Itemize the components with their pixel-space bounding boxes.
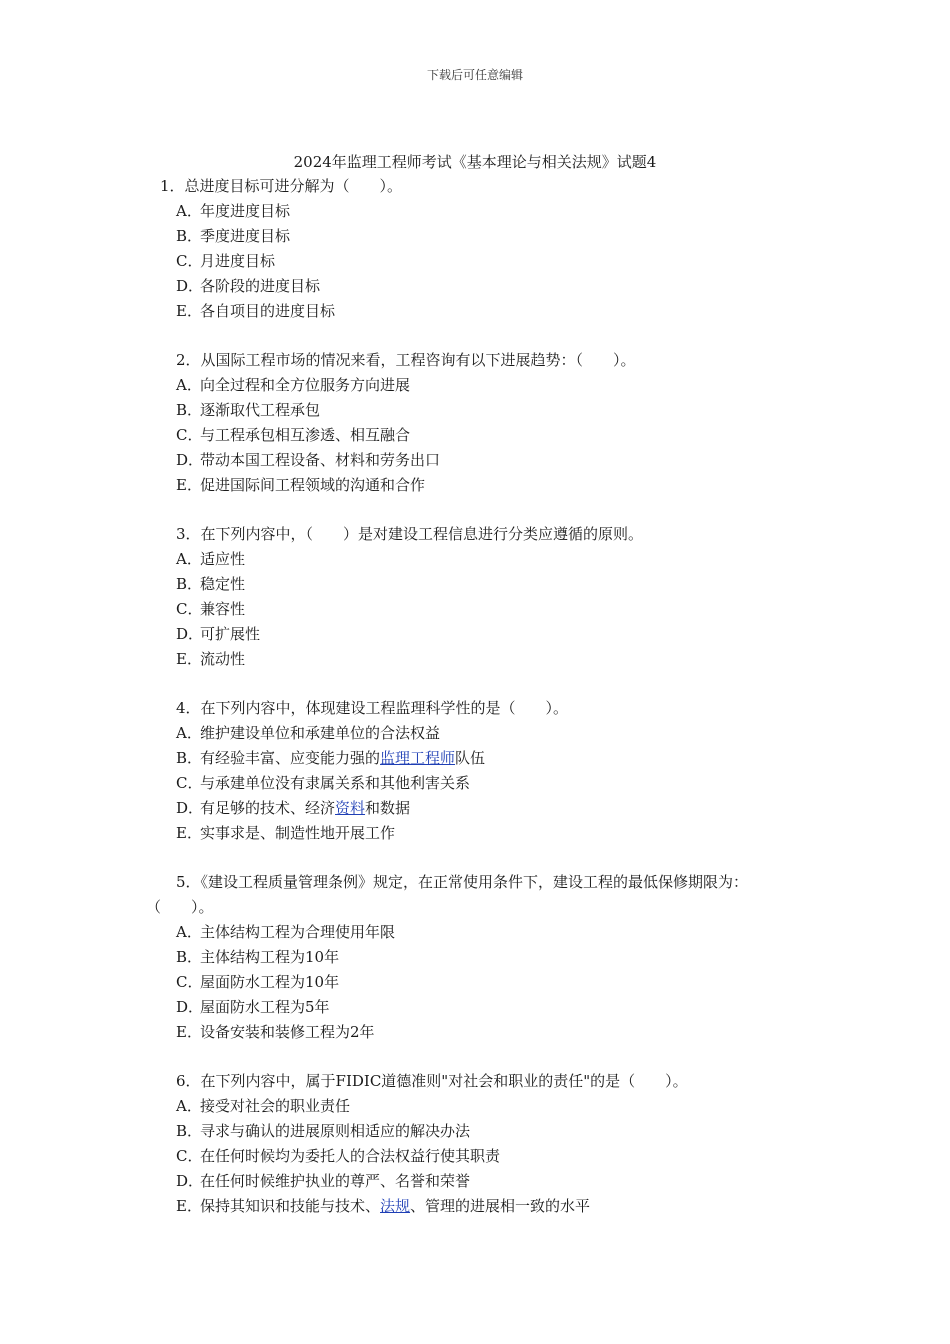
question-list <box>0 174 950 1243</box>
question-4 <box>0 696 950 846</box>
option-letter: D． <box>176 625 204 643</box>
option-c <box>0 1144 950 1169</box>
option-letter: E． <box>176 824 202 842</box>
option-e <box>0 1194 950 1219</box>
option-letter: C． <box>176 252 203 270</box>
option-e <box>0 647 950 672</box>
option-letter: A． <box>176 724 202 742</box>
option-text: 月进度目标 <box>200 252 276 270</box>
question-stem: 1．总进度目标可进分解为（ ）。 <box>160 177 403 195</box>
option-letter: B． <box>176 227 203 245</box>
option-a <box>0 373 950 398</box>
option-text: 寻求与确认的进展原则相适应的解决办法 <box>200 1122 471 1140</box>
option-letter: A． <box>176 550 202 568</box>
option-text-after-link: 和数据 <box>365 799 411 817</box>
option-e <box>0 821 950 846</box>
option-text: 带动本国工程设备、材料和劳务出口 <box>200 451 441 469</box>
option-text: 稳定性 <box>200 575 246 593</box>
option-text: 屋面防水工程为5年 <box>200 998 330 1016</box>
option-c <box>0 249 950 274</box>
option-letter: B． <box>176 749 203 767</box>
option-text: 接受对社会的职业责任 <box>200 1097 351 1115</box>
option-c <box>0 423 950 448</box>
option-letter: C． <box>176 774 203 792</box>
option-b <box>0 398 950 423</box>
option-text: 逐渐取代工程承包 <box>200 401 321 419</box>
option-text-after-link: 队伍 <box>455 749 486 767</box>
option-letter: C． <box>176 600 203 618</box>
option-a <box>0 920 950 945</box>
question-stem: 4．在下列内容中，体现建设工程监理科学性的是（ ）。 <box>176 699 569 717</box>
option-a <box>0 547 950 572</box>
option-letter: A． <box>176 923 202 941</box>
option-list <box>0 373 950 498</box>
question-3 <box>0 522 950 672</box>
option-e <box>0 473 950 498</box>
option-list <box>0 547 950 672</box>
option-list <box>0 1094 950 1219</box>
option-text: 屋面防水工程为10年 <box>200 973 340 991</box>
option-text: 向全过程和全方位服务方向进展 <box>200 376 411 394</box>
question-1 <box>0 174 950 324</box>
option-letter: B． <box>176 948 203 966</box>
option-d <box>0 1169 950 1194</box>
option-text-before-link: 有经验丰富、应变能力强的 <box>200 749 381 767</box>
option-letter: B． <box>176 1122 203 1140</box>
option-b <box>0 746 950 771</box>
option-letter: C． <box>176 426 203 444</box>
option-d <box>0 622 950 647</box>
option-text-before-link: 有足够的技术、经济 <box>200 799 336 817</box>
question-2 <box>0 348 950 498</box>
option-d <box>0 274 950 299</box>
option-text: 主体结构工程为合理使用年限 <box>200 923 396 941</box>
option-letter: C． <box>176 1147 203 1165</box>
option-text: 实事求是、制造性地开展工作 <box>200 824 396 842</box>
option-letter: B． <box>176 401 203 419</box>
option-d <box>0 796 950 821</box>
option-b <box>0 224 950 249</box>
option-text: 年度进度目标 <box>200 202 291 220</box>
materials-link[interactable]: 资料 <box>335 799 366 817</box>
option-letter: E． <box>176 650 202 668</box>
option-text: 各自项目的进度目标 <box>200 302 336 320</box>
option-letter: E． <box>176 1023 202 1041</box>
option-text: 与承建单位没有隶属关系和其他利害关系 <box>200 774 471 792</box>
download-note: 下载后可任意编辑 <box>426 68 523 82</box>
option-letter: A． <box>176 376 202 394</box>
supervising-engineer-link[interactable]: 监理工程师 <box>380 749 456 767</box>
option-letter: D． <box>176 1172 204 1190</box>
option-e <box>0 1020 950 1045</box>
page-title: 2024年监理工程师考试《基本理论与相关法规》试题4 <box>293 153 657 171</box>
option-a <box>0 1094 950 1119</box>
option-letter: D． <box>176 799 204 817</box>
option-text: 设备安装和装修工程为2年 <box>200 1023 375 1041</box>
option-e <box>0 299 950 324</box>
option-text-after-link: 、管理的进展相一致的水平 <box>410 1197 591 1215</box>
question-stem: 3．在下列内容中，（ ）是对建设工程信息进行分类应遵循的原则。 <box>176 525 644 543</box>
option-letter: A． <box>176 202 202 220</box>
question-6 <box>0 1069 950 1219</box>
option-letter: E． <box>176 476 202 494</box>
option-list <box>0 199 950 324</box>
question-stem: 5．《建设工程质量管理条例》规定，在正常使用条件下，建设工程的最低保修期限为：（ ）。 <box>146 873 749 916</box>
option-a <box>0 721 950 746</box>
question-stem: 2．从国际工程市场的情况来看，工程咨询有以下进展趋势：（ ）。 <box>176 351 636 369</box>
option-text-before-link: 保持其知识和技能与技术、 <box>200 1197 381 1215</box>
option-text: 流动性 <box>200 650 246 668</box>
question-5 <box>0 870 950 1045</box>
option-c <box>0 597 950 622</box>
question-stem: 6．在下列内容中，属于FIDIC道德准则"对社会和职业的责任"的是（ ）。 <box>176 1072 688 1090</box>
option-text: 季度进度目标 <box>200 227 291 245</box>
option-c <box>0 771 950 796</box>
option-letter: D． <box>176 998 204 1016</box>
option-letter: C． <box>176 973 203 991</box>
option-a <box>0 199 950 224</box>
option-letter: D． <box>176 277 204 295</box>
option-b <box>0 1119 950 1144</box>
option-text: 与工程承包相互渗透、相互融合 <box>200 426 411 444</box>
option-list <box>0 920 950 1045</box>
option-d <box>0 448 950 473</box>
option-text: 适应性 <box>200 550 246 568</box>
option-letter: A． <box>176 1097 202 1115</box>
option-b <box>0 572 950 597</box>
option-letter: E． <box>176 1197 202 1215</box>
option-text: 促进国际间工程领域的沟通和合作 <box>200 476 426 494</box>
option-text: 兼容性 <box>200 600 246 618</box>
option-text: 各阶段的进度目标 <box>200 277 321 295</box>
option-text: 在任何时候维护执业的尊严、名誉和荣誉 <box>200 1172 471 1190</box>
option-list <box>0 721 950 846</box>
regulations-link[interactable]: 法规 <box>380 1197 411 1215</box>
option-d <box>0 995 950 1020</box>
option-b <box>0 945 950 970</box>
option-c <box>0 970 950 995</box>
option-text: 可扩展性 <box>200 625 261 643</box>
option-letter: E． <box>176 302 202 320</box>
option-text: 主体结构工程为10年 <box>200 948 340 966</box>
option-text: 在任何时候均为委托人的合法权益行使其职责 <box>200 1147 501 1165</box>
option-text: 维护建设单位和承建单位的合法权益 <box>200 724 441 742</box>
option-letter: B． <box>176 575 203 593</box>
option-letter: D． <box>176 451 204 469</box>
